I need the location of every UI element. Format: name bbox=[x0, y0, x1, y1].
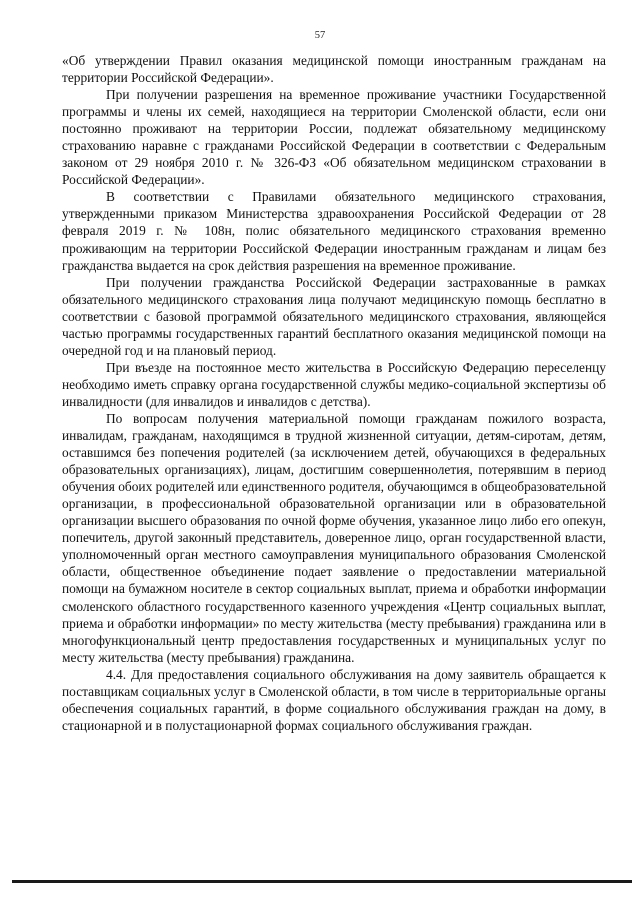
paragraph-4-4-home-service: 4.4. Для предоставления социального обслуживания на дому заявитель обращается к поставщикам социальных услуг в Смоленской области, в том числе в территориальные органы обеспечения социальных гарантий, в форме социального обслуживания граждан на дому, в стационарной и в полустационарной формах социального обслуживания граждан. bbox=[62, 666, 606, 733]
paragraph-citizenship: При получении гражданства Российской Федерации застрахованные в рамках обязательного медицинского страхования лица получают медицинскую помощь бесплатно в соответствии с базовой программой обязательного медицинского страхования, являющейся частью программы государственных гарантий бесплатного оказания медицинской помощи на очередной год и на плановый период. bbox=[62, 274, 606, 358]
document-body bbox=[62, 52, 606, 734]
bottom-rule bbox=[12, 880, 632, 883]
paragraph-oms-rules: В соответствии с Правилами обязательного медицинского страхования, утвержденными приказом Министерства здравоохранения Российской Федерации от 28 февраля 2019 г. № 108н, полис обязательного медицинского страхования временно проживающим на территории Российской Федерации иностранным гражданам и лицам без гражданства выдается на срок действия разрешения на временное проживание. bbox=[62, 189, 606, 273]
paragraph-continuation: «Об утверждении Правил оказания медицинской помощи иностранным гражданам на территории Российской Федерации». bbox=[62, 53, 606, 86]
paragraph-material-aid: По вопросам получения материальной помощи гражданам пожилого возраста, инвалидам, гражданам, находящимся в трудной жизненной ситуации, детям-сиротам, детям, оставшимся без попечения родителей (за исключением детей, обучающихся в федеральных образовательных организациях), лицам, достигшим совершеннолетия, потерявшим в период обучения обоих родителей или единственного родителя, обучающимся в общеобразовательной организации, в профессиональной образовательной организации или в образовательной организации высшего образования по очной форме обучения, указанное лицо либо его опекун, попечитель, другой законный представитель, доверенное лицо, орган государственной власти, уполномоченный орган местного самоуправления муниципального образования Смоленской области, общественное объединение подает заявление о предоставлении материальной помощи на бумажном носителе в сектор социальных выплат, приема и обработки информации смоленского областного государственного казенного учреждения «Центр социальных выплат, приема и обработки информации» по месту жительства (месту пребывания) гражданина или в многофункциональный центр предоставления государственных и муниципальных услуг по месту жительства (месту пребывания) гражданина. bbox=[62, 410, 606, 665]
paragraph-temporary-residence: При получении разрешения на временное проживание участники Государственной программы и члены их семей, находящиеся на территории Смоленской области, если они постоянно проживают на территории России, подлежат обязательному медицинскому страхованию наравне с гражданами Российской Федерации в соответствии с Федеральным законом от 29 ноября 2010 г. № 326-ФЗ «Об обязательном медицинском страховании в Российской Федерации». bbox=[62, 87, 606, 188]
paragraph-disability: При въезде на постоянное место жительства в Российскую Федерацию переселенцу необходимо иметь справку органа государственной службы медико-социальной экспертизы об инвалидности (для инвалидов и инвалидов с детства). bbox=[62, 359, 606, 409]
page-number: 57 bbox=[314, 30, 326, 41]
